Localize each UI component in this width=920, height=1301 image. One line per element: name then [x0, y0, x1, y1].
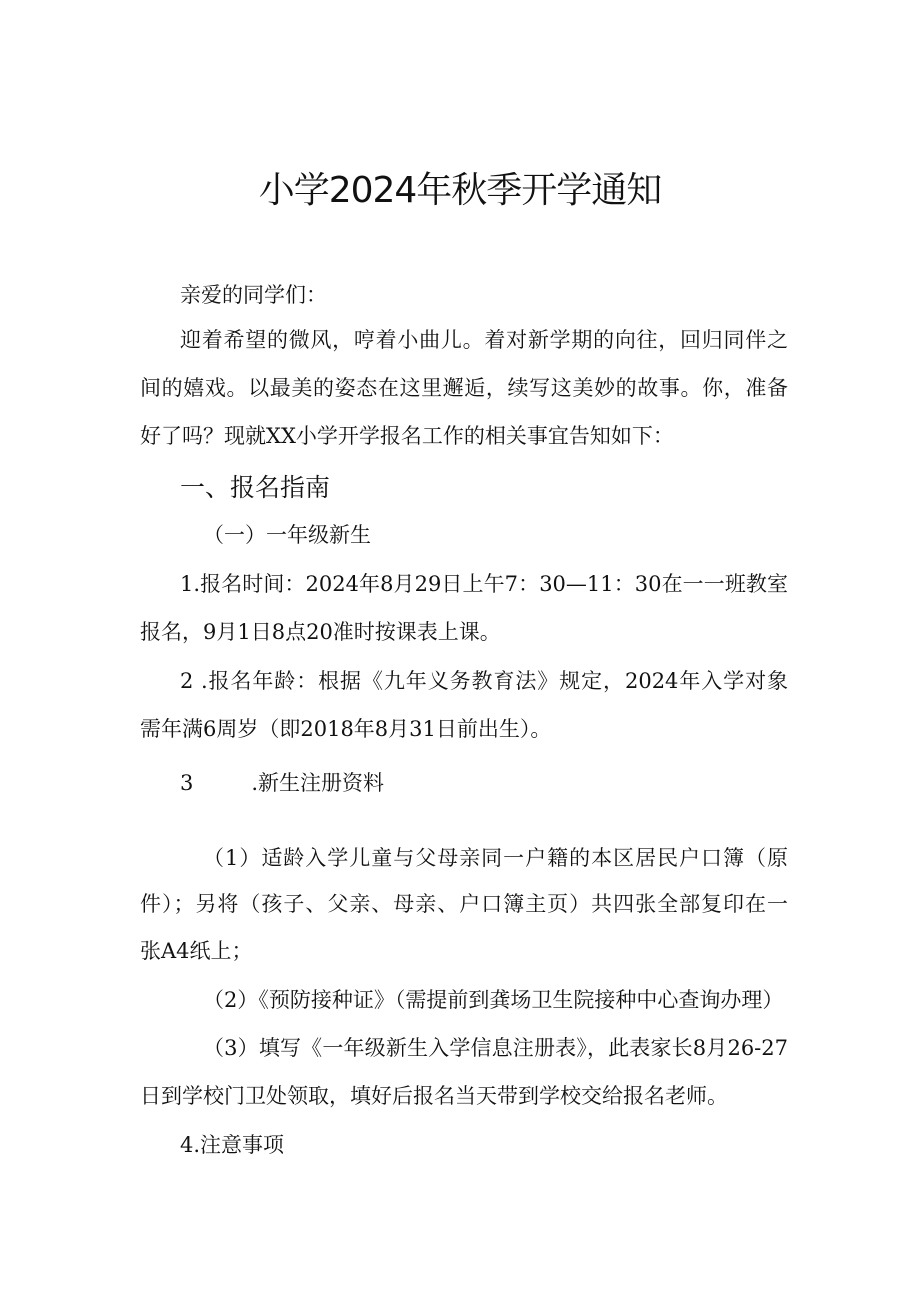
item2-line-1: 2 .报名年龄：根据《九年义务教育法》规定，2024年入学对象: [180, 669, 788, 693]
greeting: 亲爱的同学们：: [180, 283, 327, 307]
material3-line-1: （3）填写《一年级新生入学信息注册表》，此表家长8月26-27: [203, 1036, 788, 1060]
intro-line-1: 迎着希望的微风，哼着小曲儿。着对新学期的向往，回归同伴之: [180, 328, 788, 352]
material1-line-1: （1）适龄入学儿童与父母亲同一户籍的本区居民户口簿（原: [203, 846, 788, 870]
item3: [180, 768, 788, 798]
item1-line-1: 1.报名时间：2024年8月29日上午7：30—11：30在一一班教室: [180, 572, 788, 596]
material1-line-2: 件）；另将（孩子、父亲、母亲、户口簿主页）共四张全部复印在一: [140, 892, 788, 916]
material2: （2）《预防接种证》（需提前到龚场卫生院接种中心查询办理）: [203, 988, 784, 1012]
item2-line-2: 需年满6周岁（即2018年8月31日前出生）。: [140, 717, 552, 741]
page-title: 小学2024年秋季开学通知: [258, 170, 662, 211]
item3-text: .新生注册资料: [251, 771, 385, 795]
subheading-first-grade: （一）一年级新生: [203, 523, 371, 547]
material1-line-3: 张A4纸上；: [140, 939, 253, 963]
material3-line-2: 日到学校门卫处领取，填好后报名当天带到学校交给报名老师。: [140, 1084, 728, 1108]
item1-line-2: 报名，9月1日8点20准时按课表上课。: [140, 620, 501, 644]
item3-number: 3: [180, 771, 194, 795]
intro-line-3: 好了吗？现就XX小学开学报名工作的相关事宜告知如下：: [140, 424, 674, 448]
item4-notes: 4.注意事项: [180, 1133, 285, 1157]
intro-line-2: 间的嬉戏。以最美的姿态在这里邂逅，续写这美妙的故事。你，准备: [140, 376, 788, 400]
section-heading: 一、报名指南: [180, 473, 331, 502]
